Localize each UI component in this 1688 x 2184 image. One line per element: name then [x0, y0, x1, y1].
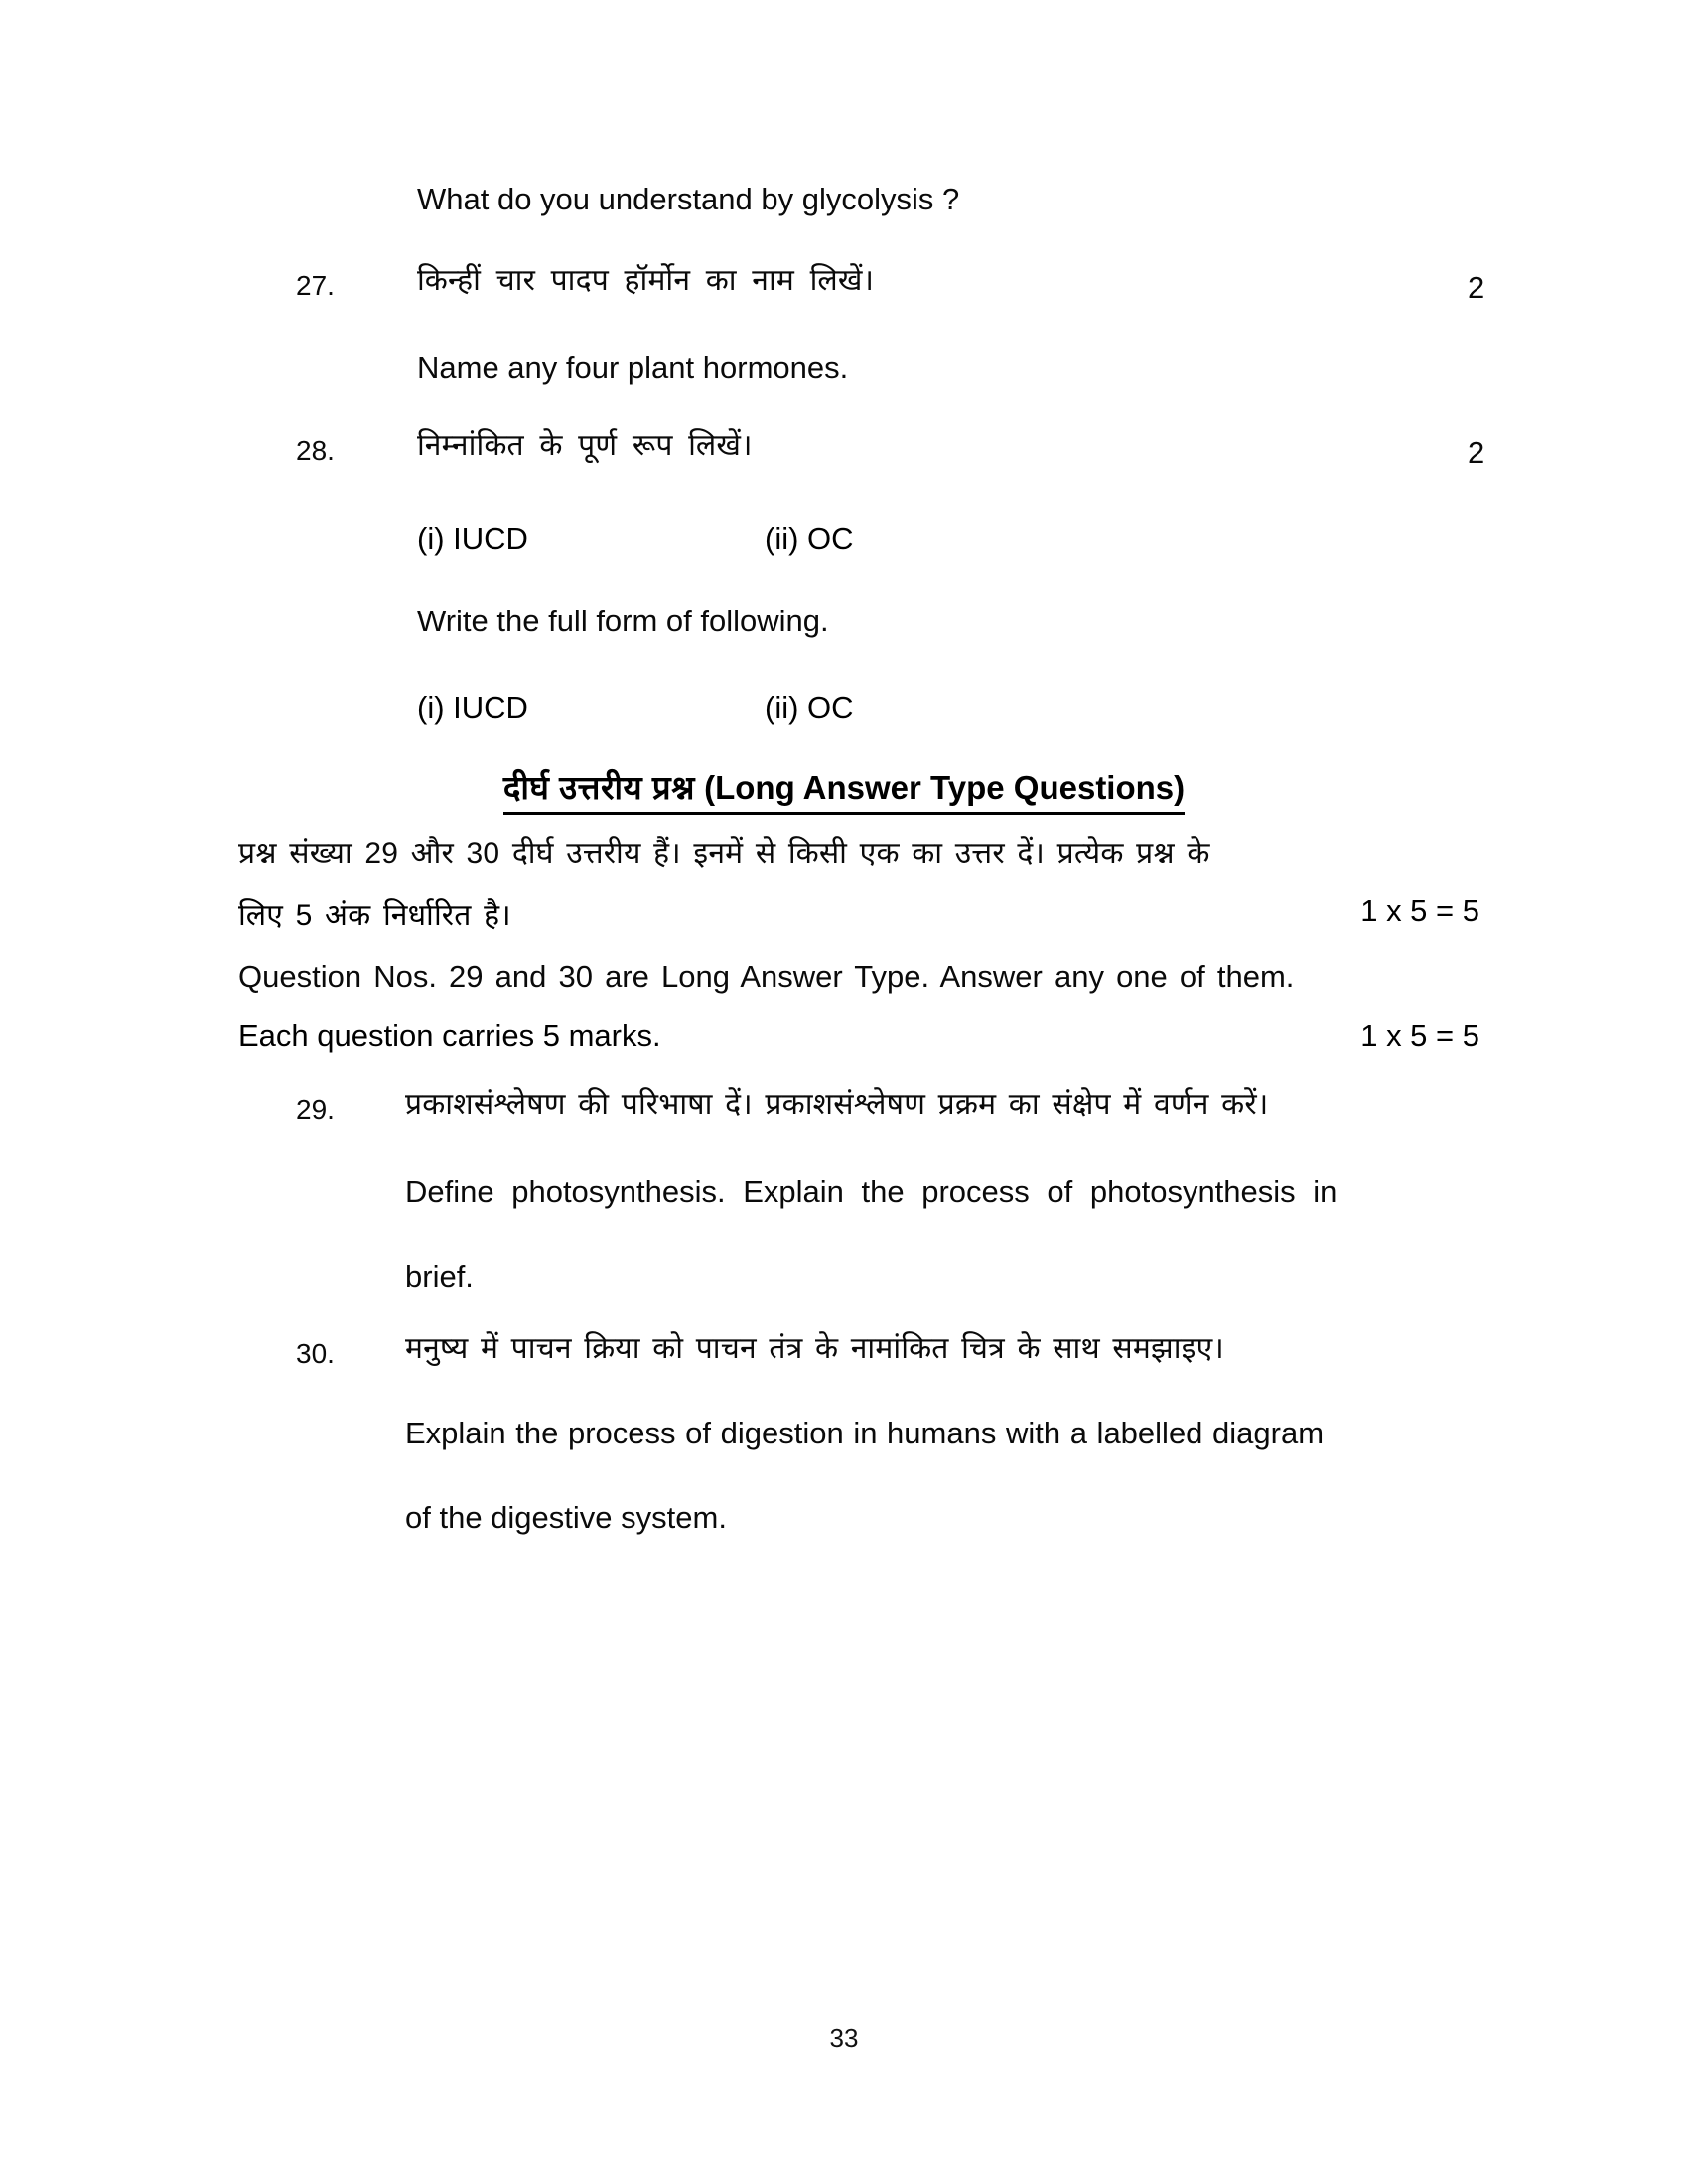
question-30-english-line2: of the digestive system.: [405, 1500, 727, 1535]
question-28-marks: 2: [1468, 435, 1485, 470]
section-heading-english: (Long Answer Type Questions): [704, 769, 1186, 806]
question-29-number: 29.: [296, 1094, 335, 1125]
question-27-marks: 2: [1468, 270, 1485, 305]
question-28-english-subitem-ii: (ii) OC: [765, 690, 854, 725]
question-28-hindi-subitems: [417, 521, 854, 557]
question-28-hindi-subitem-ii: (ii) OC: [765, 521, 854, 556]
question-30-hindi: मनुष्य में पाचन क्रिया को पाचन तंत्र के नामांकित चित्र के साथ समझाइए।: [405, 1332, 1224, 1365]
question-29-hindi: प्रकाशसंश्लेषण की परिभाषा दें। प्रकाशसंश्लेषण प्रक्रम का संक्षेप में वर्णन करें।: [405, 1088, 1269, 1121]
question-27-english: Name any four plant hormones.: [417, 350, 849, 385]
question-28-english-subitems: [417, 690, 854, 726]
question-30-english-line1: Explain the process of digestion in humans with a labelled diagram: [405, 1416, 1325, 1450]
question-28-hindi-subitem-i: (i) IUCD: [417, 521, 528, 556]
question-28-english-subitem-i: (i) IUCD: [417, 690, 528, 725]
question-27-number: 27.: [296, 270, 335, 301]
question-27-hindi: किन्हीं चार पादप हॉर्मोन का नाम लिखें।: [417, 264, 875, 297]
question-28-english: Write the full form of following.: [417, 604, 829, 638]
section-instructions-hindi-marks: 1 x 5 = 5: [1360, 893, 1479, 928]
question-28-number: 28.: [296, 435, 335, 466]
section-instructions-english-marks: 1 x 5 = 5: [1360, 1019, 1479, 1053]
long-answer-section-heading: [0, 764, 1688, 815]
section-heading-hindi: दीर्घ उत्तरीय प्रश्न: [502, 769, 695, 806]
question-30-number: 30.: [296, 1338, 335, 1369]
section-instructions-hindi-line2: लिए 5 अंक निर्धारित है।: [238, 899, 511, 932]
glycolysis-question-english: What do you understand by glycolysis ?: [417, 182, 960, 216]
page-number: 33: [829, 2023, 859, 2053]
section-instructions-english-line2: Each question carries 5 marks.: [238, 1019, 661, 1053]
question-29-english-line2: brief.: [405, 1259, 474, 1294]
section-instructions-hindi-line1: प्रश्न संख्या 29 और 30 दीर्घ उत्तरीय हैं। इनमें से किसी एक का उत्तर दें। प्रत्येक प्रश्न के: [238, 837, 1210, 870]
section-instructions-english-line1: Question Nos. 29 and 30 are Long Answer Type. Answer any one of them.: [238, 959, 1295, 994]
question-28-hindi: निम्नांकित के पूर्ण रूप लिखें।: [417, 429, 753, 462]
question-29-english-line1: Define photosynthesis. Explain the process of photosynthesis in: [405, 1174, 1337, 1209]
section-instructions-hindi-line2-row: [238, 893, 1479, 934]
section-instructions-english-line2-row: [238, 1019, 1479, 1054]
